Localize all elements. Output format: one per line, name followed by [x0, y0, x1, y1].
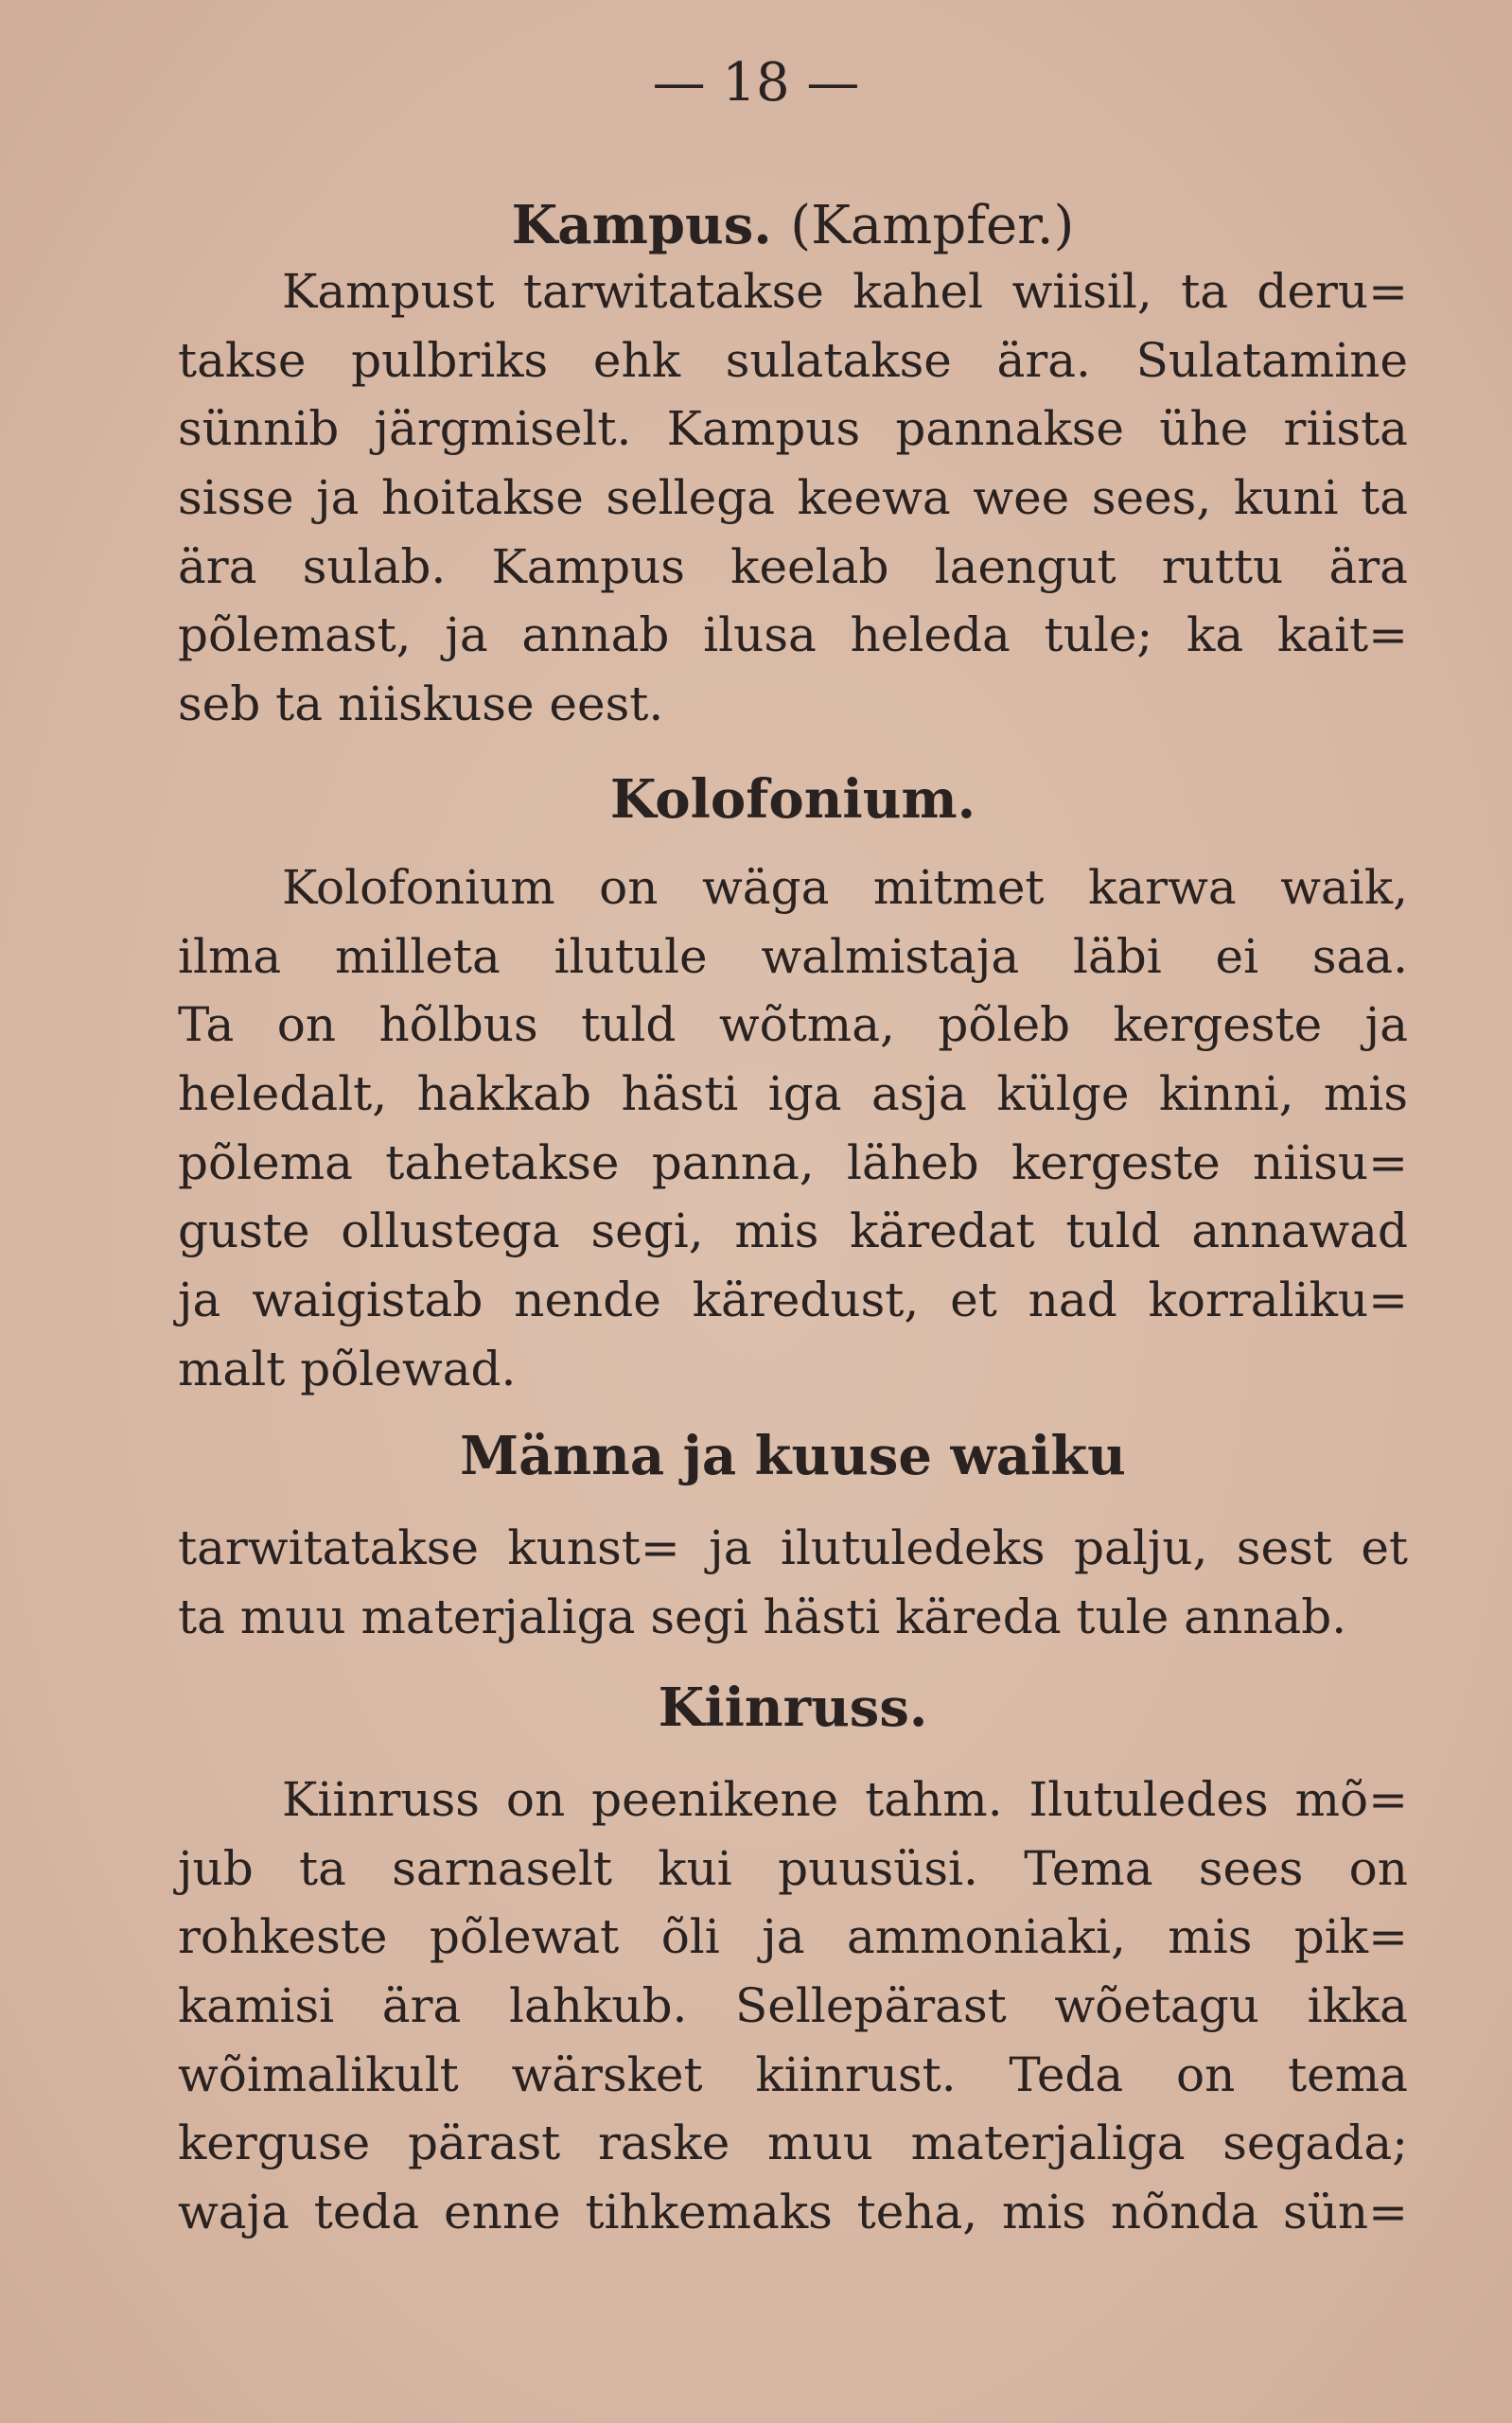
text-line: sisse ja hoitakse sellega keewa wee sees, kuni ta	[178, 470, 1408, 526]
paragraph-manna	[178, 1514, 1408, 1651]
text-line: kerguse pärast raske muu materjaliga segada;	[178, 2116, 1408, 2171]
section-heading-kampus	[178, 194, 1408, 256]
text-line: takse pulbriks ehk sulatakse ära. Sulatamine	[178, 332, 1408, 388]
text-line: Kiinruss on peenikene tahm. Ilutuledes mõ=	[282, 1772, 1408, 1827]
text-line: põlema tahetakse panna, läheb kergeste niisu=	[178, 1134, 1408, 1190]
text-line: waja teda enne tihkemaks teha, mis nõnda sün=	[178, 2185, 1408, 2240]
text-line: Ta on hõlbus tuld wõtma, põleb kergeste ja	[178, 997, 1408, 1053]
paragraph-kiinruss	[178, 1765, 1408, 2247]
text-line: tarwitatakse kunst= ja ilutuledeks palju, sest et	[178, 1520, 1408, 1575]
text-line: Kampust tarwitatakse kahel wiisil, ta deru=	[282, 264, 1408, 319]
paragraph-kolofonium	[178, 853, 1408, 1404]
text-line: ta muu materjaliga segi hästi käreda tule annab.	[178, 1589, 1347, 1644]
text-line: ja waigistab nende käredust, et nad korraliku=	[178, 1273, 1408, 1328]
page-number: — 18 —	[652, 52, 860, 114]
text-line: kamisi ära lahkub. Sellepärast wõetagu ikka	[178, 1978, 1408, 2034]
text-line: põlemast, ja annab ilusa heleda tule; ka kait=	[178, 607, 1408, 663]
text-line: jub ta sarnaselt kui puusüsi. Tema sees on	[178, 1840, 1408, 1896]
text-line: ilma milleta ilutule walmistaja läbi ei saa.	[178, 928, 1408, 984]
section-heading-manna: Männa ja kuuse waiku	[460, 1425, 1126, 1487]
text-line: sünnib järgmiselt. Kampus pannakse ühe riista	[178, 401, 1408, 457]
paragraph-kampus	[178, 257, 1408, 739]
text-line: wõimalikult wärsket kiinrust. Teda on tema	[178, 2046, 1408, 2102]
heading-title: Kampus.	[511, 194, 772, 256]
section-heading-kolofonium: Kolofonium.	[609, 768, 976, 831]
heading-subtitle: (Kampfer.)	[790, 195, 1075, 256]
text-line: rohkeste põlewat õli ja ammoniaki, mis pik=	[178, 1909, 1408, 1965]
section-heading-kiinruss: Kiinruss.	[658, 1677, 928, 1739]
text-line: guste ollustega segi, mis käredat tuld annawad	[178, 1203, 1408, 1259]
text-line: seb ta niiskuse eest.	[178, 676, 664, 732]
text-line: ära sulab. Kampus keelab laengut ruttu ära	[178, 538, 1408, 594]
text-line: Kolofonium on wäga mitmet karwa waik,	[282, 860, 1408, 915]
text-line: heledalt, hakkab hästi iga asja külge kinni, mis	[178, 1066, 1408, 1122]
text-line: malt põlewad.	[178, 1341, 517, 1396]
